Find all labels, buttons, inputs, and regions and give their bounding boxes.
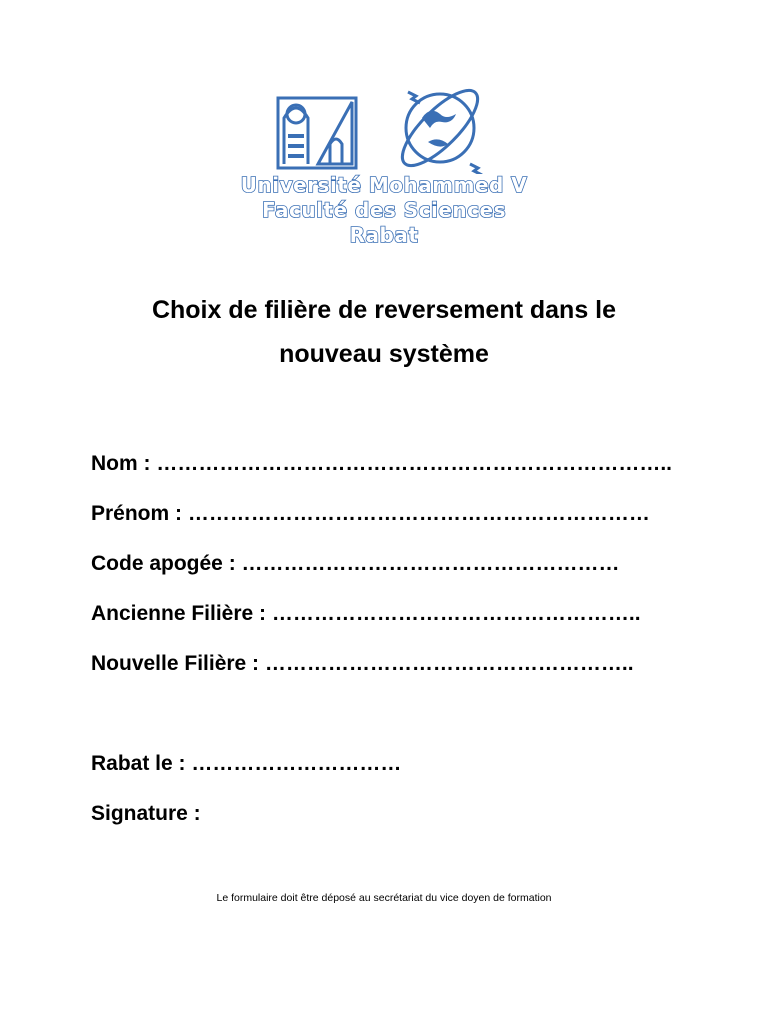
field-nouvelle-filiere[interactable]: Nouvelle Filière : ……………………………………………..: [91, 652, 634, 675]
form-title-line-2: nouveau système: [279, 340, 489, 368]
field-code-apogee[interactable]: Code apogée : ………………………………………………: [91, 552, 620, 575]
field-rabat-le[interactable]: Rabat le : …………………………: [91, 752, 402, 775]
logo-text-faculty: Faculté des Sciences: [261, 198, 506, 222]
field-nom[interactable]: Nom : ………………………………………………………………..: [91, 452, 672, 475]
logo-text-city: Rabat: [349, 223, 419, 247]
university-logo: [0, 78, 768, 248]
form-title: [0, 288, 768, 376]
form-title-line-1: Choix de filière de reversement dans le: [151, 296, 617, 324]
spacer: [91, 696, 711, 746]
field-ancienne-filiere[interactable]: Ancienne Filière : ……………………………………………..: [91, 602, 641, 625]
field-signature[interactable]: Signature :: [91, 802, 201, 825]
logo-text-university: Université Mohammed V: [240, 173, 528, 197]
field-prenom[interactable]: Prénom : …………………………………………………………: [91, 502, 650, 525]
footer-note: Le formulaire doit être déposé au secrétariat du vice doyen de formation: [216, 892, 552, 904]
university-emblem-icon: [270, 84, 500, 174]
form-fields: [91, 446, 711, 846]
